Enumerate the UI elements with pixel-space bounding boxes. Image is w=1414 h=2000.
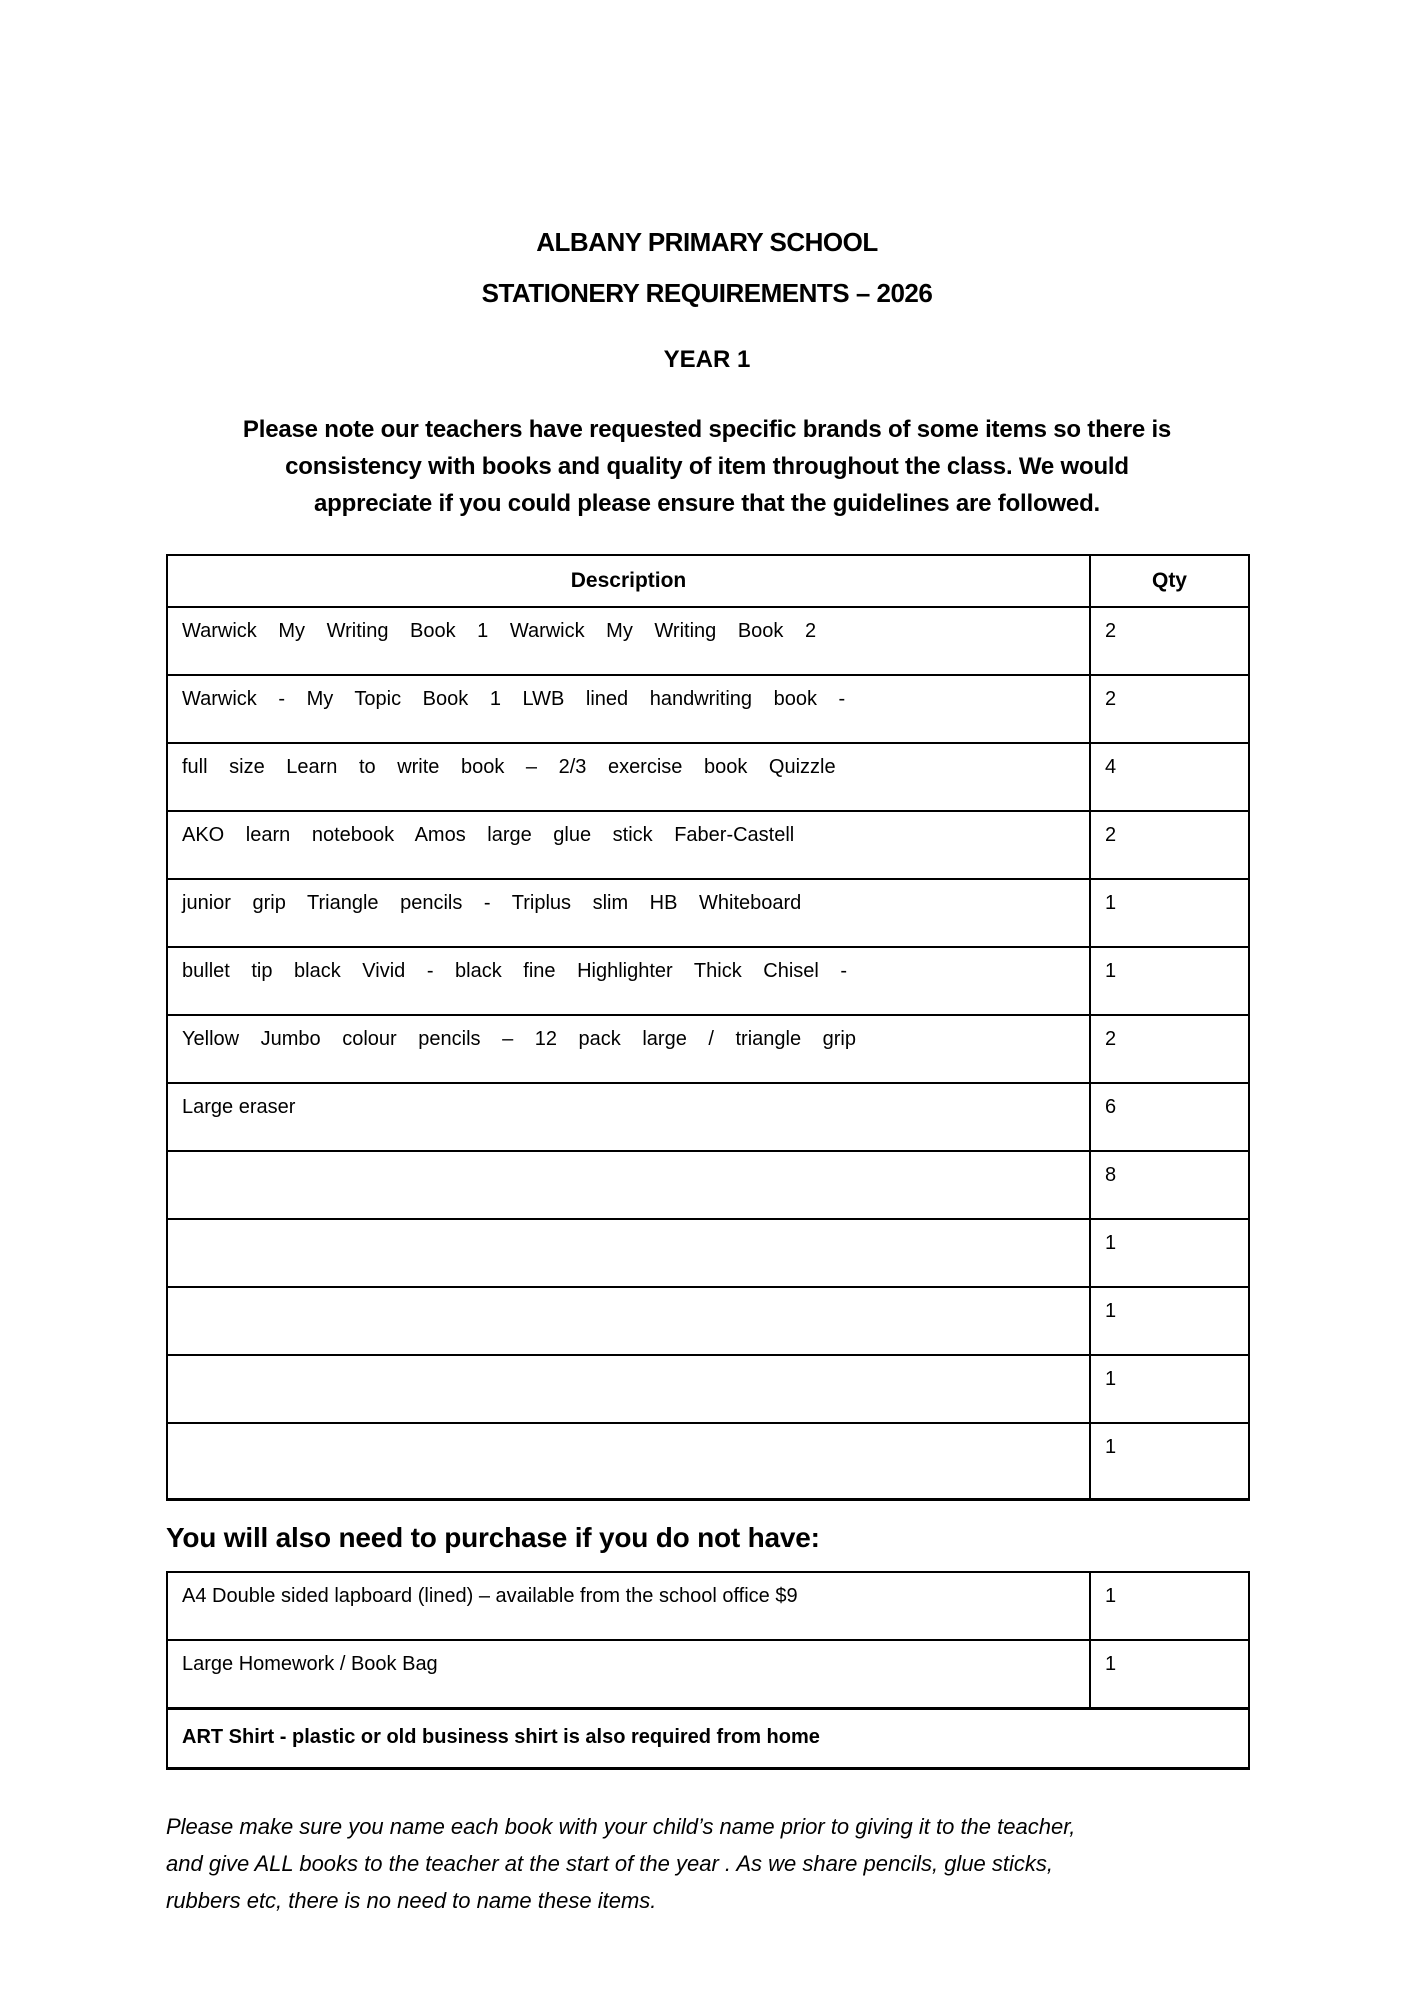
brand-note-paragraph	[166, 411, 1248, 522]
table-row	[167, 1640, 1249, 1709]
description-cell: Large Homework / Book Bag	[167, 1640, 1090, 1709]
description-cell: Warwick - My Topic Book 1 LWB lined handwriting book -	[167, 675, 1090, 743]
qty-cell: 2	[1090, 607, 1249, 675]
table-row	[167, 743, 1249, 811]
stationery-table-header-row	[167, 555, 1249, 607]
qty-cell: 8	[1090, 1151, 1249, 1219]
table-row	[167, 1151, 1249, 1219]
table-row	[167, 1219, 1249, 1287]
description-cell	[167, 1151, 1090, 1219]
table-row	[167, 947, 1249, 1015]
description-cell: A4 Double sided lapboard (lined) – available from the school office $9	[167, 1572, 1090, 1640]
table-row	[167, 1287, 1249, 1355]
additional-purchase-heading: You will also need to purchase if you do not have:	[166, 1522, 820, 1553]
naming-note-paragraph	[166, 1808, 1248, 1919]
footer-line: and give ALL books to the teacher at the start of the year . As we share pencils, glue sticks,	[166, 1851, 1054, 1876]
qty-cell: 4	[1090, 743, 1249, 811]
qty-cell: 1	[1090, 1287, 1249, 1355]
column-header-qty: Qty	[1090, 555, 1249, 607]
qty-cell: 2	[1090, 675, 1249, 743]
description-cell: Large eraser	[167, 1083, 1090, 1151]
qty-cell: 2	[1090, 1015, 1249, 1083]
qty-cell: 1	[1090, 1355, 1249, 1423]
title-block	[166, 0, 1248, 374]
description-cell: AKO learn notebook Amos large glue stick Faber-Castell	[167, 811, 1090, 879]
art-shirt-cell: ART Shirt - plastic or old business shirt is also required from home	[167, 1709, 1249, 1769]
document-content	[166, 0, 1248, 1919]
table-row	[167, 811, 1249, 879]
description-cell: Warwick My Writing Book 1 Warwick My Writing Book 2	[167, 607, 1090, 675]
table-row	[167, 1355, 1249, 1423]
note-line: appreciate if you could please ensure that the guidelines are followed.	[314, 490, 1100, 517]
qty-cell: 1	[1090, 1572, 1249, 1640]
year-heading: YEAR 1	[663, 346, 751, 373]
qty-cell: 1	[1090, 1640, 1249, 1709]
qty-cell: 1	[1090, 1423, 1249, 1500]
description-cell: junior grip Triangle pencils - Triplus slim HB Whiteboard	[167, 879, 1090, 947]
description-cell	[167, 1355, 1090, 1423]
additional-items-table	[166, 1571, 1250, 1770]
art-shirt-row	[167, 1709, 1249, 1769]
description-cell	[167, 1219, 1090, 1287]
note-line: consistency with books and quality of item throughout the class. We would	[285, 453, 1129, 480]
table-row	[167, 675, 1249, 743]
description-cell	[167, 1287, 1090, 1355]
column-header-description: Description	[167, 555, 1090, 607]
stationery-table	[166, 554, 1250, 1501]
qty-cell: 6	[1090, 1083, 1249, 1151]
table-row	[167, 1423, 1249, 1500]
table-row	[167, 1572, 1249, 1640]
description-cell: bullet tip black Vivid - black fine Highlighter Thick Chisel -	[167, 947, 1090, 1015]
page-title: ALBANY PRIMARY SCHOOL	[536, 227, 878, 257]
table-row	[167, 879, 1249, 947]
qty-cell: 1	[1090, 879, 1249, 947]
footer-line: rubbers etc, there is no need to name these items.	[166, 1888, 657, 1913]
document-subtitle: STATIONERY REQUIREMENTS – 2026	[481, 278, 933, 308]
qty-cell: 1	[1090, 1219, 1249, 1287]
table-row	[167, 607, 1249, 675]
footer-line: Please make sure you name each book with your child’s name prior to giving it to the teacher,	[166, 1814, 1076, 1839]
description-cell: full size Learn to write book – 2/3 exercise book Quizzle	[167, 743, 1090, 811]
qty-cell: 1	[1090, 947, 1249, 1015]
note-line: Please note our teachers have requested specific brands of some items so there is	[242, 416, 1172, 443]
description-cell: Yellow Jumbo colour pencils – 12 pack large / triangle grip	[167, 1015, 1090, 1083]
qty-cell: 2	[1090, 811, 1249, 879]
table-row	[167, 1083, 1249, 1151]
description-cell	[167, 1423, 1090, 1500]
table-row	[167, 1015, 1249, 1083]
